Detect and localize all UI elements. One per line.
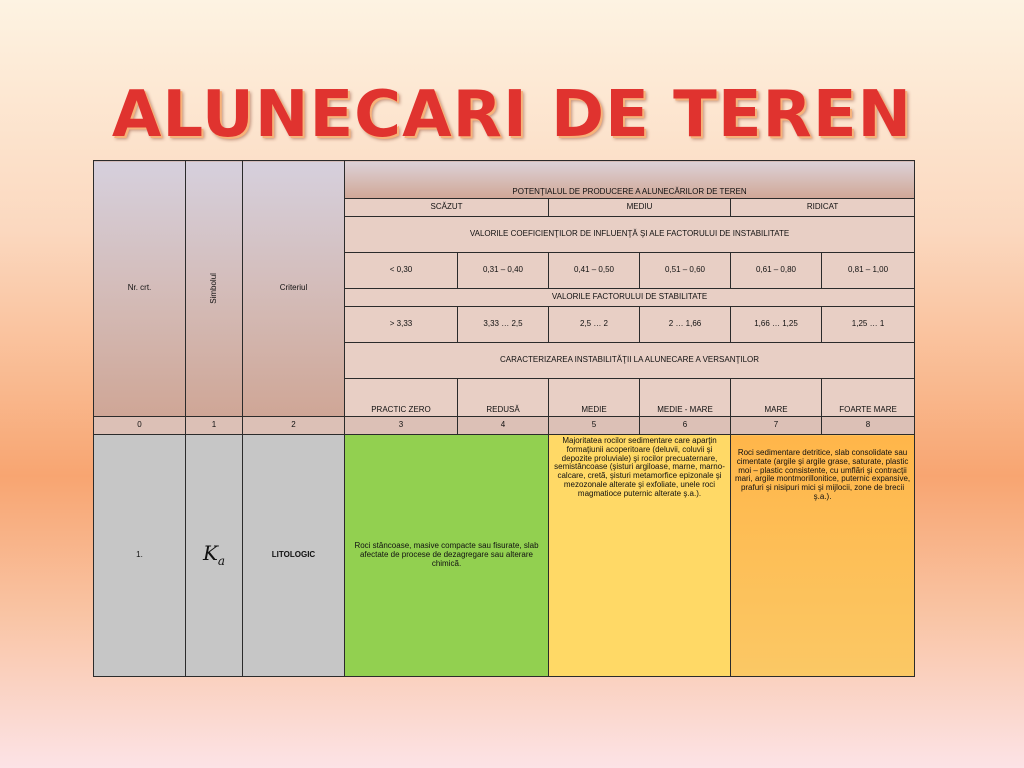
stab-value: 2,5 … 2: [549, 307, 640, 343]
char-value: PRACTIC ZERO: [345, 379, 458, 417]
coef-value: 0,31 – 0,40: [458, 253, 549, 289]
medium-text: Majoritatea rocilor sedimentare care aparţin formaţiunii acoperitoare (deluvii, coluvii şi depozite proluviale) şi rocilor precuaternare, semistâncoase (şisturi argiloase, marne, marno-calcare, cretã, şisturi metamorfice epizonale şi mezozonale alterate şi exfoliate, unele roci magmatioce puternic: [554, 436, 725, 498]
index-cell: 3: [345, 417, 458, 435]
level-low: SCĂZUT: [345, 199, 549, 217]
index-cell: 7: [731, 417, 822, 435]
header-simbol: [186, 161, 243, 417]
symbol-main: K: [202, 541, 218, 566]
level-medium: MEDIU: [549, 199, 731, 217]
medium-text-small: alterate ş.a.).: [654, 488, 702, 498]
stab-value: 1,66 … 1,25: [731, 307, 822, 343]
char-header: CARACTERIZAREA INSTABILITĂŢII LA ALUNECARE A VERSANŢILOR: [345, 343, 915, 379]
index-cell: 4: [458, 417, 549, 435]
index-cell: 5: [549, 417, 640, 435]
index-cell: 1: [186, 417, 243, 435]
index-cell: 6: [640, 417, 731, 435]
symbol-k: [202, 541, 226, 569]
slide-title: ALUNECARI DE TEREN: [111, 78, 913, 152]
stab-value: 2 … 1,66: [640, 307, 731, 343]
char-value: MEDIE: [549, 379, 640, 417]
index-cell: 2: [243, 417, 345, 435]
coef-value: 0,81 – 1,00: [822, 253, 915, 289]
row-criteriu: LITOLOGIC: [243, 435, 345, 677]
header-potential: POTENŢIALUL DE PRODUCERE A ALUNECĂRILOR DE TEREN: [345, 161, 915, 199]
row-nr: 1.: [94, 435, 186, 677]
coef-value: < 0,30: [345, 253, 458, 289]
header-criteriu: Criteriul: [243, 161, 345, 417]
char-value: MEDIE - MARE: [640, 379, 731, 417]
level-high: RIDICAT: [731, 199, 915, 217]
symbol-sub: a: [217, 554, 226, 569]
medium-description: [549, 435, 731, 677]
stab-value: 3,33 … 2,5: [458, 307, 549, 343]
row-symbol: [186, 435, 243, 677]
high-description: Roci sedimentare detritice, slab consolidate sau cimentate (argile şi argile grase, saturate, plastic moi – plastic consistente, cu umflãri şi contracţii mari, argile montmorillonitice, puternic expansive, prafuri şi nisipuri mici şi mijlocii, zone de brecii ş.a.).: [731, 435, 915, 677]
index-cell: 8: [822, 417, 915, 435]
header-simbol-label: Simbolul: [208, 273, 218, 304]
stab-header: VALORILE FACTORULUI DE STABILITATE: [345, 289, 915, 307]
low-description: Roci stâncoase, masive compacte sau fisurate, slab afectate de procese de dezagregare sau alterare chimicã.: [345, 435, 549, 677]
index-cell: 0: [94, 417, 186, 435]
char-value: MARE: [731, 379, 822, 417]
stab-value: > 3,33: [345, 307, 458, 343]
coef-value: 0,51 – 0,60: [640, 253, 731, 289]
header-nr-crt: Nr. crt.: [94, 161, 186, 417]
coef-value: 0,61 – 0,80: [731, 253, 822, 289]
char-value: FOARTE MARE: [822, 379, 915, 417]
char-value: REDUSĂ: [458, 379, 549, 417]
coef-value: 0,41 – 0,50: [549, 253, 640, 289]
landslide-table: [93, 160, 915, 677]
coef-header: VALORILE COEFICIENŢILOR DE INFLUENŢĂ ŞI ALE FACTORULUI DE INSTABILITATE: [345, 217, 915, 253]
stab-value: 1,25 … 1: [822, 307, 915, 343]
